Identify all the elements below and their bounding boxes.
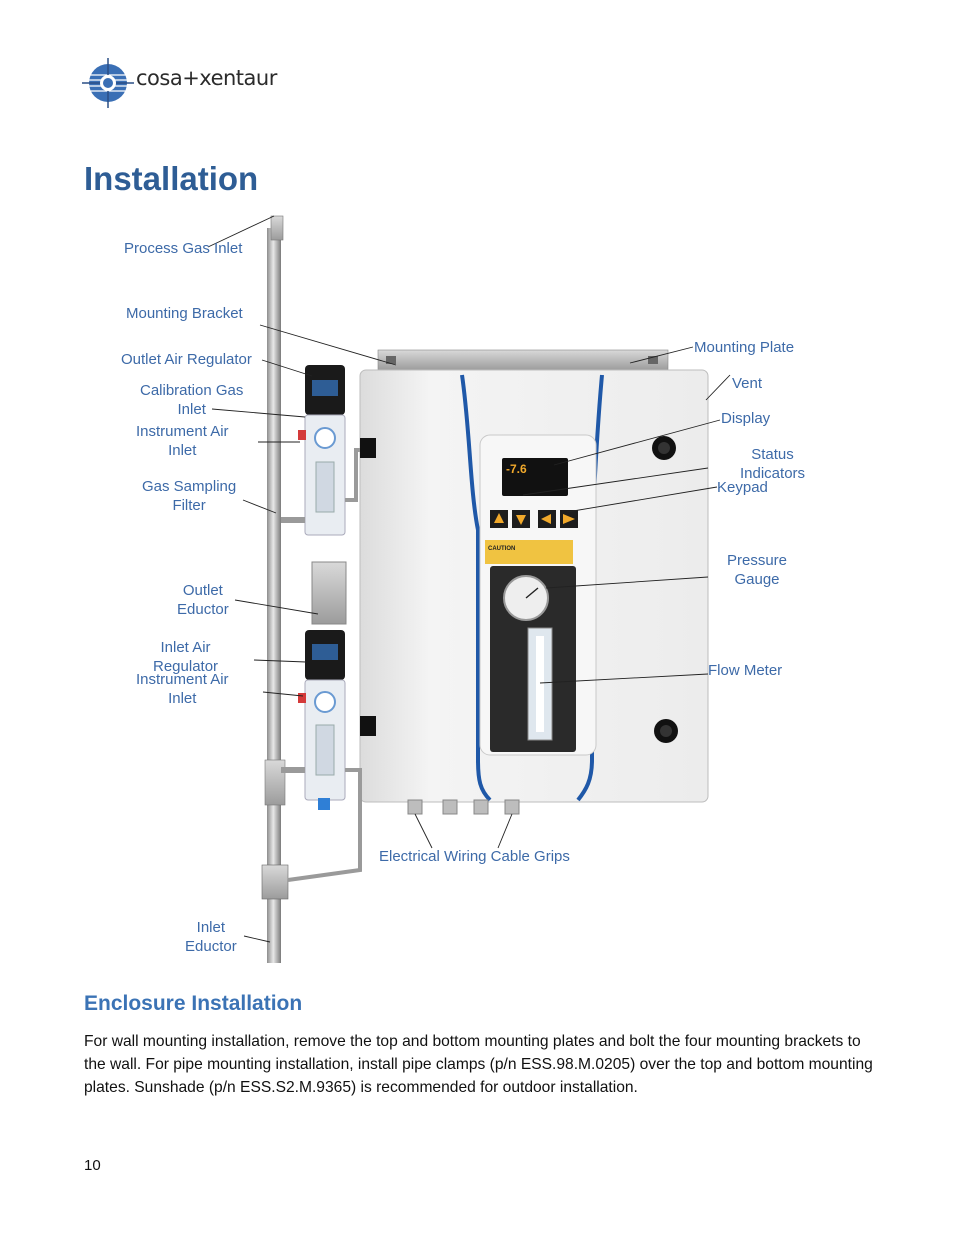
label-pressure-line1: Pressure — [727, 552, 788, 569]
cable-grip-2 — [443, 800, 457, 814]
label-electrical-wiring-cable-grips: Electrical Wiring Cable Grips — [379, 848, 570, 865]
mounting-plate — [378, 350, 668, 370]
label-instrument-air-bottom-line2: Inlet — [168, 690, 197, 707]
process-pipe — [267, 228, 281, 963]
label-mounting-bracket: Mounting Bracket — [126, 305, 243, 322]
installation-figure — [0, 200, 954, 980]
label-display: Display — [721, 410, 771, 427]
cable-grip-1 — [408, 800, 422, 814]
label-instrument-air-top-line2: Inlet — [168, 442, 197, 459]
label-inlet-air-line1: Inlet Air — [160, 639, 211, 656]
label-inlet-eductor-line1: Inlet — [196, 919, 226, 936]
label-outlet-eductor-line1: Outlet — [182, 582, 223, 599]
label-instrument-air-inlet-top — [136, 422, 229, 460]
label-gas-sampling-line2: Filter — [172, 497, 206, 514]
section-body: For wall mounting installation, remove the top and bottom mounting plates and bolt the four mounting brackets to the wall. For pipe mounting installation, install pipe clamps (p/n ESS.98.M.0205) over the top and bottom mounting plates. Sunshade (p/n ESS.S2.M.9365) is recommended for outdoor installation. — [84, 1033, 873, 1096]
label-gas-sampling-filter — [142, 477, 236, 515]
label-gas-sampling-line1: Gas Sampling — [142, 478, 237, 495]
label-calibration-gas-line1: Calibration Gas — [140, 382, 244, 399]
section-heading: Enclosure Installation — [84, 992, 303, 1015]
cable-grip-3 — [474, 800, 488, 814]
process-gas-inlet-fitting — [271, 216, 283, 240]
label-pressure-line2: Gauge — [734, 571, 780, 588]
logo-text: cosa+xentaur — [136, 66, 277, 90]
label-outlet-eductor — [177, 581, 229, 619]
svg-text:CAUTION: CAUTION — [488, 546, 516, 552]
label-mounting-plate: Mounting Plate — [694, 339, 795, 356]
label-inlet-eductor-line2: Eductor — [185, 938, 237, 955]
page-title: Installation — [84, 160, 259, 197]
inlet-eductor-body — [262, 865, 288, 899]
label-inlet-eductor — [185, 918, 237, 956]
label-outlet-eductor-line2: Eductor — [177, 601, 229, 618]
label-calibration-gas-inlet — [140, 381, 243, 419]
outlet-eductor — [312, 562, 346, 624]
latch-top — [360, 438, 376, 458]
label-instrument-air-inlet-bottom — [136, 670, 229, 708]
page-number: 10 — [84, 1157, 101, 1174]
label-status-line2: Indicators — [740, 465, 806, 482]
caution-label — [485, 540, 573, 564]
label-status-line1: Status — [751, 446, 794, 463]
label-process-gas-inlet: Process Gas Inlet — [124, 240, 243, 257]
label-pressure-gauge — [727, 551, 787, 589]
label-calibration-gas-line2: Inlet — [177, 401, 206, 418]
cable-grip-4 — [505, 800, 519, 814]
label-keypad: Keypad — [717, 479, 768, 496]
display-value: -7.6 — [506, 462, 527, 476]
label-instrument-air-bottom-line1: Instrument Air — [136, 671, 229, 688]
label-vent: Vent — [732, 375, 763, 392]
latch-bottom — [360, 716, 376, 736]
label-inlet-air-line2: Regulator — [153, 658, 219, 675]
label-outlet-air-regulator: Outlet Air Regulator — [121, 351, 252, 368]
label-instrument-air-top-line1: Instrument Air — [136, 423, 229, 440]
label-flow-meter: Flow Meter — [708, 662, 783, 679]
